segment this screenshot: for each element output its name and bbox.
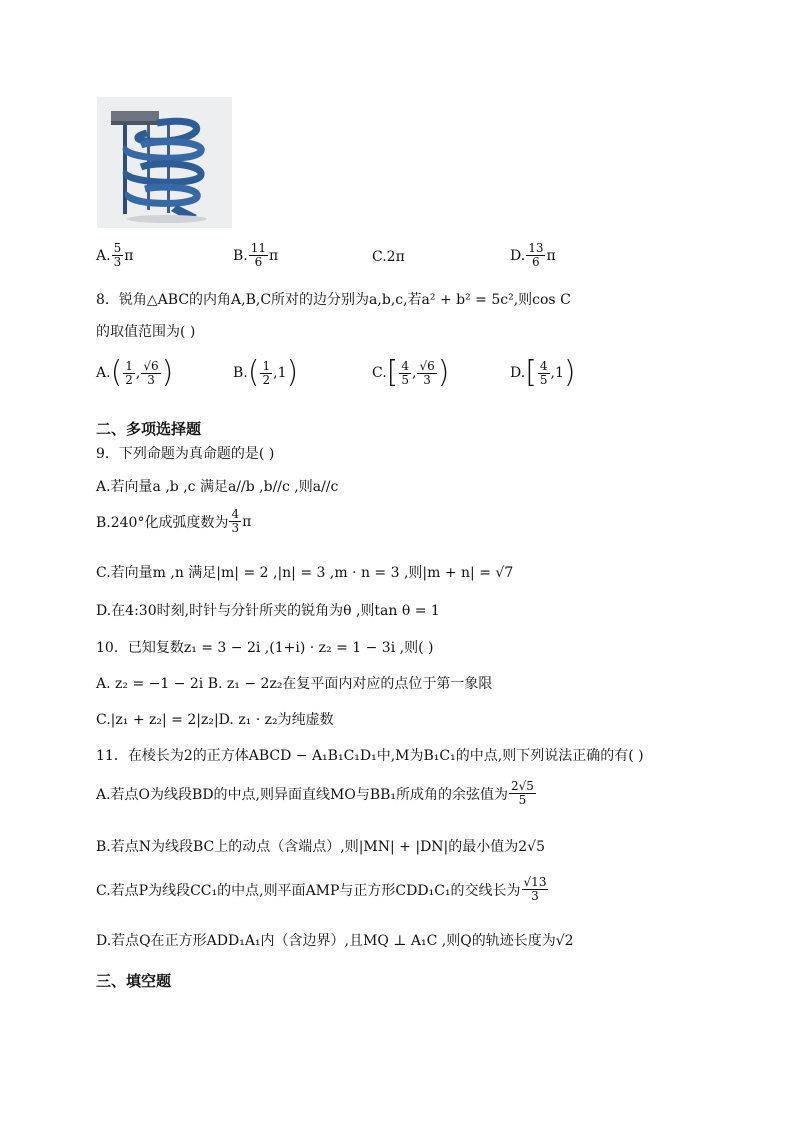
q9-option-d: D.在4:30时刻,时针与分针所夹的锐角为θ ,则tan θ = 1: [96, 603, 440, 619]
q8-option-c: C. [ $\frac{4}{5}$ , $\frac{√6}{3}$ ): [372, 355, 450, 390]
q7-option-d: D. $\frac{13}{6}$ π: [510, 241, 556, 269]
q8-option-d: D. [ $\frac{4}{5}$ , 1 ): [510, 355, 576, 390]
q11-stem: 11．在棱长为2的正方体ABCD − A₁B₁C₁D₁中,M为B₁C₁的中点,则下列说法正确的有( ): [96, 748, 644, 764]
q11-option-d: D.若点Q在正方形ADD₁A₁内（含边界）,且MQ ⊥ A₁C ,则Q的轨迹长度为√2: [96, 933, 574, 949]
q10-options-cd: C.|z₁ + z₂| = 2|z₂|D. z₁ · z₂为纯虚数: [96, 712, 334, 728]
q8-option-a: A. ( $\frac{1}{2}$ , $\frac{√6}{3}$ ): [96, 355, 174, 390]
q9-option-c: C.若向量m ,n 满足|m| = 2 ,|n| = 3 ,m · n = 3 ,则|m + n| = √7: [96, 565, 514, 581]
q10-stem: 10．已知复数z₁ = 3 − 2i ,(1+i) · z₂ = 1 − 3i ,则( ): [96, 640, 434, 656]
q9-stem: 9．下列命题为真命题的是( ): [96, 446, 275, 462]
q7-option-a: A. $\frac{5}{3}$ π: [96, 241, 134, 269]
q11-option-c: C.若点P为线段CC₁的中点,则平面AMP与正方形CDD₁C₁的交线长为 $\frac{√13}{3}$: [96, 875, 547, 903]
q8-stem-line1: 8．锐角△ABC的内角A,B,C所对的边分别为a,b,c,若a² + b² = 5c²,则cos C: [96, 292, 571, 308]
spiral-slide-illustration: [97, 97, 232, 228]
q7-option-b: B. $\frac{11}{6}$ π: [233, 241, 279, 269]
q10-options-ab: A. z₂ = −1 − 2i B. z₁ − 2z₂在复平面内对应的点位于第一象限: [96, 676, 493, 692]
q9-option-b: B.240°化成弧度数为 $\frac{4}{3}$ π: [96, 507, 252, 535]
q8-stem-line2: 的取值范围为( ): [96, 324, 196, 340]
q7-option-c: C.2π: [372, 249, 405, 265]
q8-option-b: B. ( $\frac{1}{2}$ , 1 ): [233, 355, 299, 390]
q9-option-a: A.若向量a ,b ,c 满足a//b ,b//c ,则a//c: [96, 479, 339, 495]
q11-option-a: A.若点O为线段BD的中点,则异面直线MO与BB₁所成角的余弦值为 $\frac{2√5}{5}$: [96, 779, 534, 807]
section-heading-multiple-choice: 二、多项选择题: [96, 420, 202, 438]
section-heading-fill-in-blank: 三、填空题: [96, 972, 172, 990]
q11-option-b: B.若点N为线段BC上的动点（含端点）,则|MN| + |DN|的最小值为2√5: [96, 839, 545, 855]
spiral-slide-image: [97, 97, 232, 228]
